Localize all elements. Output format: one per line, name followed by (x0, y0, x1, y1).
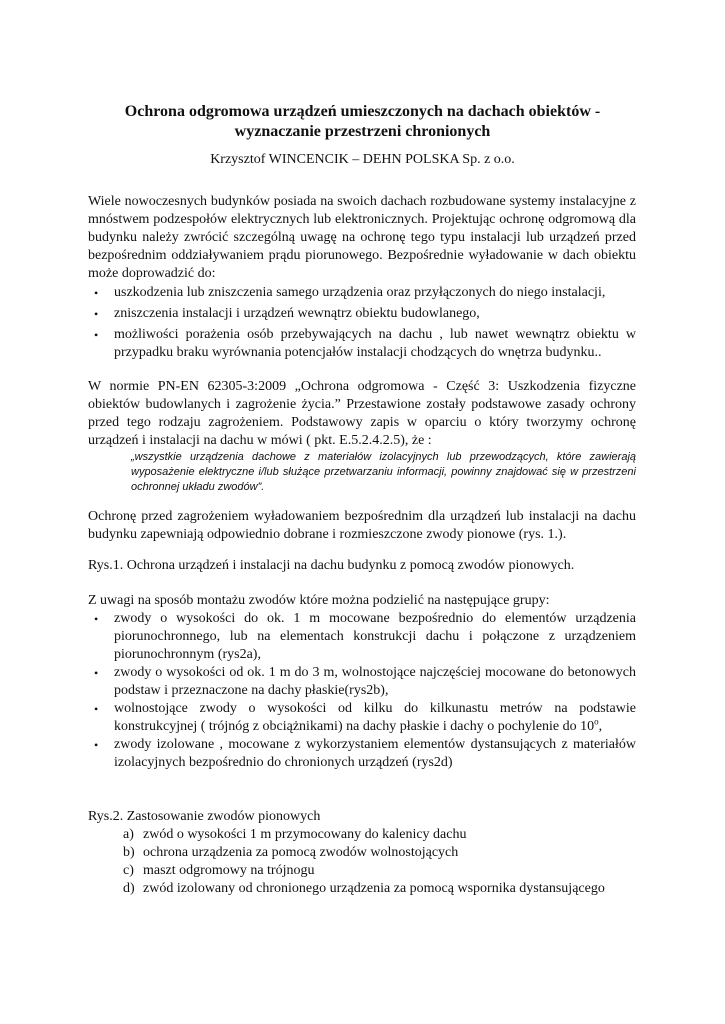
item-letter: a) (123, 827, 134, 842)
groups-list (88, 610, 636, 772)
item-text: ochrona urządzenia za pomocą zwodów wolnostojących (143, 845, 459, 860)
list-item: • możliwości porażenia osób przebywających na dachu , lub nawet wewnątrz obiektu w przypadku braku wyrównania potencjałów instalacji chodzących do wnętrza budynku.. (88, 326, 636, 362)
norm-paragraph: W normie PN-EN 62305-3:2009 „Ochrona odgromowa - Część 3: Uszkodzenia fizyczne obiektów budowlanych i zagrożenie życia.” Przestawione zostały podstawowe zasady ochrony przed tego rodzaju zagrożeniem. Podstawowy zapis w oparciu o który tworzymy ochronę urządzeń i instalacji na dachu w mówi ( pkt. E.5.2.4.2.5), że : (88, 379, 636, 448)
list-item: • zwody izolowane , mocowane z wykorzystaniem elementów dystansujących z materiałów izolacyjnych bezpośrednio do chronionych urządzeń (rys2d) (88, 736, 636, 772)
list-item: • zwody o wysokości od ok. 1 m do 3 m, wolnostojące najczęściej mocowane do betonowych podstaw i przeznaczone na dachy płaskie(rys2b), (88, 664, 636, 700)
list-item (88, 880, 636, 898)
figure-2-caption: Rys.2. Zastosowanie zwodów pionowych (88, 809, 321, 824)
protection-section (88, 508, 636, 544)
degree-mark: o (594, 716, 599, 727)
groups-section (88, 592, 636, 772)
list-item (88, 844, 636, 862)
item-text: maszt odgromowy na trójnogu (143, 863, 315, 878)
item-letter: b) (123, 845, 135, 860)
figure-2-section (88, 808, 636, 898)
group-item-text: wolnostojące zwody o wysokości od kilku do kilkunastu metrów na podstawie konstrukcyjnej ( trójnóg z obciążnikami) na dachy płaskie i dachy o pochylenie do 10 (114, 701, 636, 734)
list-item: • zniszczenia instalacji i urządzeń wewnątrz obiektu budowlanego, (88, 305, 636, 323)
list-item (88, 862, 636, 880)
intro-section (88, 193, 636, 362)
item-text: zwód o wysokości 1 m przymocowany do kalenicy dachu (143, 827, 467, 842)
groups-intro: Z uwagi na sposób montażu zwodów które można podzielić na następujące grupy: (88, 593, 550, 608)
list-item (88, 700, 636, 736)
document-title: Ochrona odgromowa urządzeń umieszczonych na dachach obiektów - wyznaczanie przestrzeni chronionych (124, 103, 601, 140)
list-item: • uszkodzenia lub zniszczenia samego urządzenia oraz przyłączonych do niego instalacji, (88, 284, 636, 302)
intro-paragraph: Wiele nowoczesnych budynków posiada na swoich dachach rozbudowane systemy instalacyjne z mnóstwem podzespołów elektrycznych lub elektronicznych. Projektując ochronę odgromową dla budynku należy zwrócić szczególną uwagę na ochronę tego typu instalacji lub urządzeń przed bezpośrednim oddziaływaniem prądu piorunowego. Bezpośrednie wyładowanie w dach obiektu może doprowadzić do: (88, 194, 636, 281)
list-item (88, 826, 636, 844)
protection-paragraph: Ochronę przed zagrożeniem wyładowaniem bezpośrednim dla urządzeń lub instalacji na dachu budynku zapewniają odpowiednio dobrane i rozmieszczone zwody pionowe (rys. 1.). (88, 509, 636, 542)
item-text: zwód izolowany od chronionego urządzenia za pomocą wspornika dystansującego (143, 881, 605, 896)
author-line: Krzysztof WINCENCIK – DEHN POLSKA Sp. z o.o. (210, 152, 515, 167)
degree-suffix: , (598, 719, 603, 734)
list-item: • zwody o wysokości do ok. 1 m mocowane bezpośrednio do elementów urządzenia piorunochronnego, lub na elementach konstrukcji dachu i połączone z urządzeniem piorunochronnym (rys2a), (88, 610, 636, 664)
figure-2-list (88, 826, 636, 898)
figure-1-caption: Rys.1. Ochrona urządzeń i instalacji na dachu budynku z pomocą zwodów pionowych. (88, 558, 575, 573)
norm-section (88, 378, 636, 495)
item-letter: d) (123, 881, 135, 896)
intro-bullet-list (88, 284, 636, 362)
item-letter: c) (123, 863, 134, 878)
norm-quote: „wszystkie urządzenia dachowe z materiałów izolacyjnych lub przewodzących, które zawierają wyposażenie elektryczne i/lub służące przetwarzaniu informacji, powinny znajdować się w przestrzeni ochronnej układu zwodów”. (131, 451, 636, 493)
